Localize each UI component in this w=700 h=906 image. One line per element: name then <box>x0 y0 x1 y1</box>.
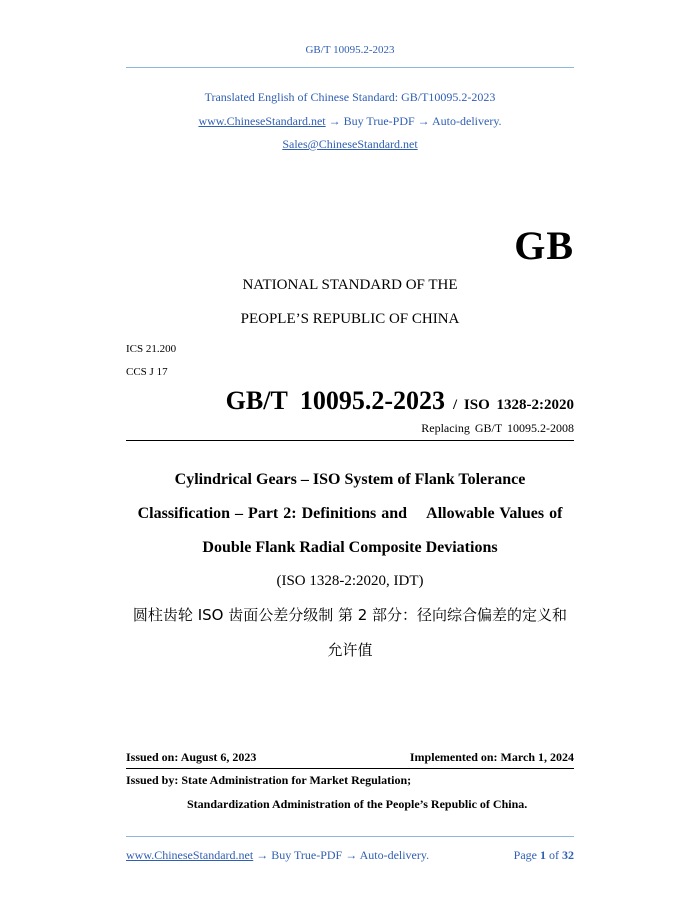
site-link[interactable]: www.ChineseStandard.net <box>198 114 326 128</box>
footer-buy-line <box>126 848 429 863</box>
buy-line <box>0 114 700 129</box>
iso-idt: (ISO 1328-2:2020, IDT) <box>276 573 424 589</box>
page-of: of <box>549 848 559 862</box>
title-line2: Classification – Part 2: Definitions and Allowable Values of <box>137 505 563 522</box>
standard-number-line <box>226 386 574 416</box>
replacing-note: Replacing GB/T 10095.2-2008 <box>421 421 574 435</box>
standard-number: GB/T 10095.2-2023 <box>225 386 445 415</box>
page-indicator <box>514 848 574 863</box>
footer-buy-text: → Buy True-PDF → Auto-delivery. <box>253 848 430 862</box>
header-divider <box>126 67 574 68</box>
footer-site-link[interactable]: www.ChineseStandard.net <box>126 848 254 862</box>
page-total: 32 <box>562 848 574 862</box>
footer-divider <box>126 836 574 837</box>
issued-on: Issued on: August 6, 2023 <box>126 750 257 764</box>
chinese-title-line2: 允许值 <box>327 641 373 659</box>
title-line3: Double Flank Radial Composite Deviations <box>202 539 498 556</box>
chinese-title-line1: 圆柱齿轮 ISO 齿面公差分级制 第 2 部分：径向综合偏差的定义和 <box>132 606 568 624</box>
national-standard-line1: NATIONAL STANDARD OF THE <box>242 277 458 293</box>
ccs-code: CCS J 17 <box>126 366 168 378</box>
issued-by-continued: Standardization Administration of the People’s Republic of China. <box>187 797 528 811</box>
page-header-code: GB/T 10095.2-2023 <box>305 44 395 56</box>
iso-number: / ISO 1328-2:2020 <box>452 397 574 413</box>
buy-text: → Buy True-PDF → Auto-delivery. <box>325 114 502 128</box>
issued-by: Issued by: State Administration for Market Regulation; <box>126 773 412 787</box>
sales-email-link[interactable]: Sales@ChineseStandard.net <box>282 137 418 151</box>
standard-divider <box>126 440 574 441</box>
implemented-on: Implemented on: March 1, 2024 <box>409 750 574 764</box>
national-standard-line2: PEOPLE’S REPUBLIC OF CHINA <box>240 311 460 327</box>
title-line1: Cylindrical Gears – ISO System of Flank Tolerance <box>174 471 526 488</box>
issue-divider <box>126 768 574 769</box>
sales-line <box>0 137 700 152</box>
page-current: 1 <box>540 848 546 862</box>
ics-code: ICS 21.200 <box>126 343 177 355</box>
page-label: Page <box>513 848 537 862</box>
translation-notice: Translated English of Chinese Standard: GB/T10095.2-2023 <box>204 90 496 104</box>
gb-logo: GB <box>514 223 574 268</box>
